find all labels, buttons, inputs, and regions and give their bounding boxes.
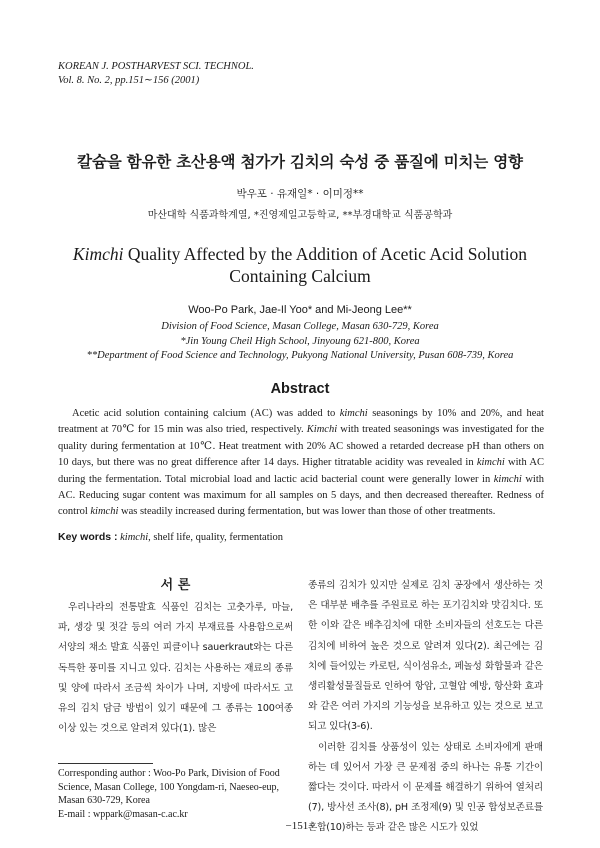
english-title-line2: Containing Calcium bbox=[229, 266, 371, 286]
intro-right-column bbox=[308, 576, 543, 839]
page-number: −151− bbox=[285, 820, 315, 832]
abstract-heading: Abstract bbox=[270, 381, 330, 397]
english-affiliations bbox=[0, 320, 600, 364]
journal-name: KOREAN J. POSTHARVEST SCI. TECHNOL. bbox=[58, 61, 254, 72]
english-title-italic: Kimchi bbox=[72, 244, 124, 264]
keywords-text: kimchi, shelf life, quality, fermentation bbox=[120, 532, 284, 543]
footnote-divider bbox=[58, 763, 153, 764]
korean-affiliation: 마산대학 식품과학계열, *진영제일고등학교, **부경대학교 식품공학과 bbox=[147, 210, 453, 221]
abstract-body: Acetic acid solution containing calcium (AC) was added to kimchi seasonings by 10% and 20%, and heat treatment at 70℃ for 15 min was also tried, respectively. Kimchi with treated seasonings was investigated for the quality during fermentation at 10℃. Heat treatment with 20% AC showed a retarded decrease pH than others on 10 days, but there was no great difference after 14 days. Higher titratable acidity was revealed in kimchi with AC during the fermentation. Total microbial load and lactic acid bacterial count were generally lower in kimchi with AC. Reducing sugar content was maximum for all samples on 5 days, and then decreased thereafter. Redness of control kimchi was steadily increased during fermentation, but was lower than those of other treatments. bbox=[58, 408, 544, 518]
korean-title: 칼슘을 함유한 초산용액 첨가가 김치의 숙성 중 품질에 미치는 영향 bbox=[77, 153, 523, 171]
intro-left-paragraph: 우리나라의 전통발효 식품인 김치는 고춧가루, 마늘, 파, 생강 및 젓갈 등의 여러 가지 부재료를 사용함으로써 서양의 채소 발효 식품인 피클이나 sauerkraut와는 다른 독특한 풍미를 지니고 있다. 김치는 사용하는 재료의 종류 및 양에 따라서 조금씩 차이가 나며, 지방에 따라서도 고유의 김치 담금 방법이 있기 때문에 그 종류는 100여종 이상 있는 것으로 알려져 있다(1). 많은 bbox=[58, 602, 293, 735]
journal-header bbox=[58, 60, 254, 88]
footnote bbox=[58, 767, 298, 821]
intro-right-paragraph-2: 이러한 김치를 상품성이 있는 상태로 소비자에게 판매하는 데 있어서 가장 큰 문제점 중의 하나는 유통 기간이 짧다는 것이다. 따라서 이 문제를 해결하기 위하여 열처리(7), 방사선 조사(8), pH 조정제(9) 및 인공 합성보존료를 혼합(10)하는 등과 같은 많은 시도가 있었 bbox=[308, 741, 543, 834]
introduction-heading: 서 론 bbox=[160, 578, 191, 593]
korean-authors: 박우포 · 유재일* · 이미정** bbox=[236, 188, 364, 200]
affiliation-1: Division of Food Science, Masan College, Masan 630-729, Korea bbox=[161, 321, 439, 332]
keywords bbox=[58, 531, 283, 543]
english-title-line1: Quality Affected by the Addition of Acetic Acid Solution bbox=[123, 244, 528, 264]
english-authors: Woo-Po Park, Jae-Il Yoo* and Mi-Jeong Lee** bbox=[188, 304, 412, 316]
affiliation-3: **Department of Food Science and Technology, Pukyong National University, Pusan 608-739, Korea bbox=[86, 350, 514, 361]
english-title bbox=[0, 243, 600, 287]
journal-volume: Vol. 8. No. 2, pp.151∼156 (2001) bbox=[58, 75, 200, 86]
intro-right-paragraph-1: 종류의 김치가 있지만 실제로 김치 공장에서 생산하는 것은 대부분 배추를 주원료로 하는 포기김치와 맛김치다. 또한 이와 같은 배추김치에 대한 소비자들의 선호도는 다른 김치에 비하여 높은 것으로 알려져 있다(2). 최근에는 김치에 들어있는 카로틴, 식이섬유소, 페놀성 화합물과 같은 생리활성물질들로 인하여 항암, 고혈압 예방, 항산화 효과와 같은 여러 가지의 기능성을 보유하고 있는 것으로 보고되고 있다(3-6). bbox=[308, 580, 543, 733]
author-email: E-mail : wppark@masan-c.ac.kr bbox=[58, 808, 188, 820]
affiliation-2: *Jin Young Cheil High School, Jinyoung 621-800, Korea bbox=[180, 335, 420, 347]
keywords-label: Key words : bbox=[58, 531, 118, 543]
corresponding-author: Corresponding author : Woo-Po Park, Division of Food Science, Masan College, 100 Yongdam-ri, Naeseo-eup, Masan 630-729, Korea bbox=[58, 768, 280, 806]
